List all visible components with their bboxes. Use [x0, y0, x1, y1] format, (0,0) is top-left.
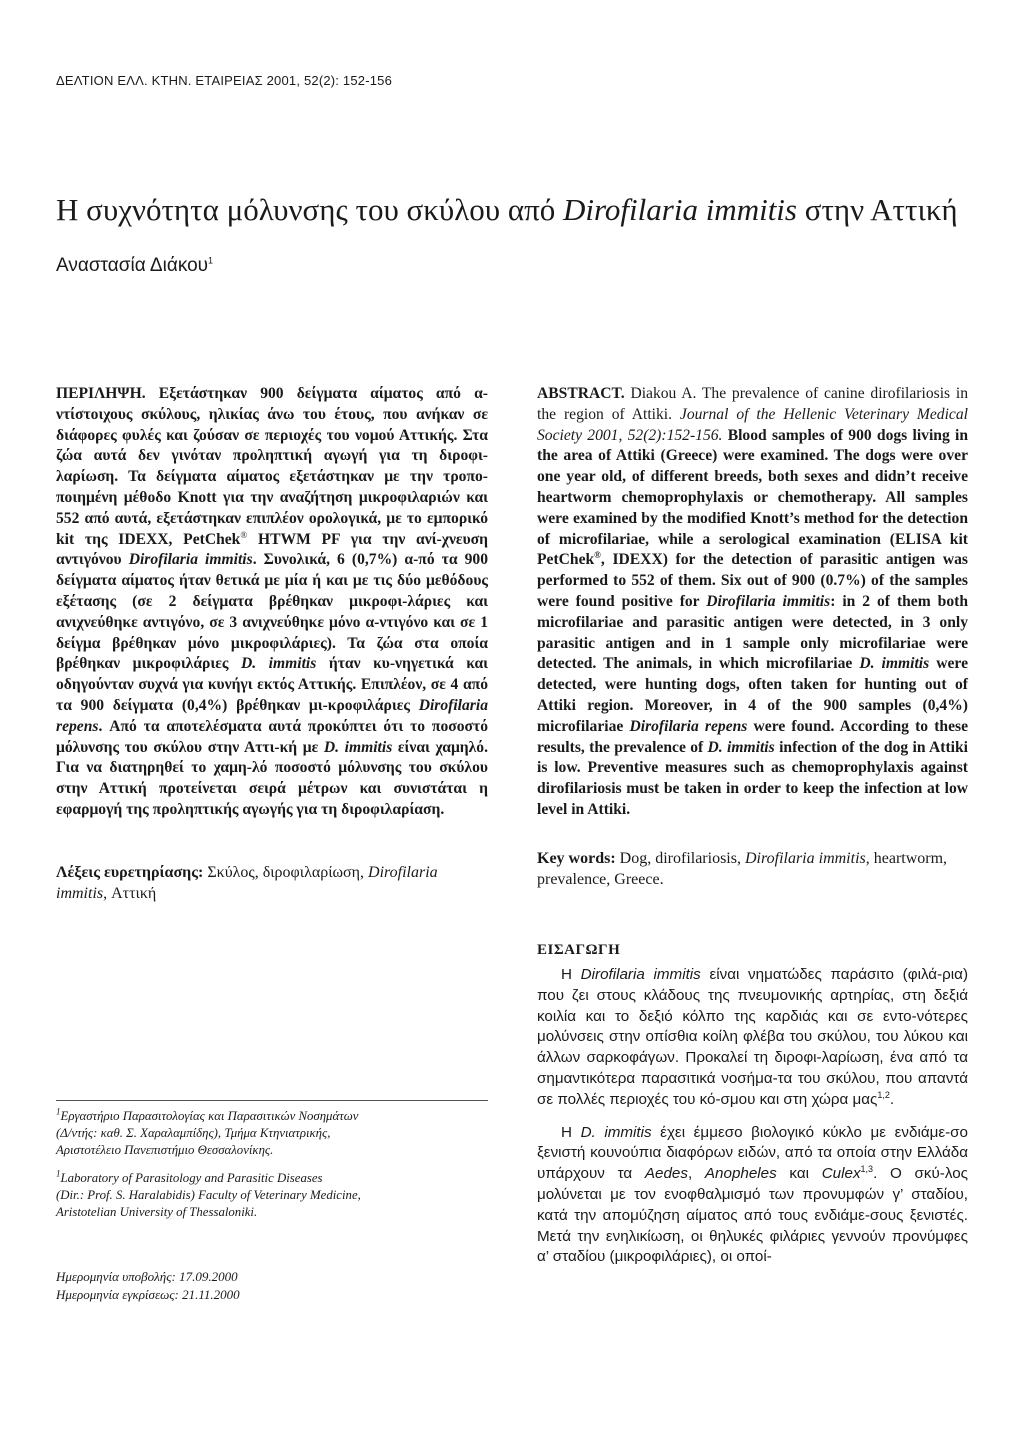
author-name: [56, 255, 213, 277]
intro-text: Η: [561, 966, 581, 983]
english-abstract-text: Blood samples of 900 dogs living in the area of Attiki (Greece) were examined. The dogs were over one year old, of different breeds, both sexes and didn’t receive heartworm chemoprophylaxis or chemotherapy. All samples were examined by the modified Knott’s method for the detection of microfilariae, while a serological examination (ELISA kit PetChek: [537, 426, 969, 569]
greek-abstract-text: Εξετάστηκαν 900 δείγματα αίματος από α-ντίστοιχους σκύλους, ηλικίας άνω του έτους, που ανήκαν σε διάφορες φυλές και ζούσαν σε περιοχές του νομού Αττικής. Στα ζώα αυτά δεν γινόταν προληπτική αγωγή για τη διροφι-λαρίωση. Τα δείγματα αίματος εξετάστηκαν με την τροπο-ποιημένη μέθοδο Knott για την αναζήτηση μικροφιλαριών και 552 από αυτά, εξετάστηκαν επιπλέον ορολογικά, με το εμπορικό kit της IDEXX, PetChek: [56, 385, 488, 548]
english-keywords-heading: Key words:: [537, 850, 616, 867]
species-name: D. immitis: [859, 655, 930, 673]
greek-abstract: [56, 384, 488, 821]
article-title: [56, 190, 986, 230]
footnote-rule: [56, 1100, 488, 1101]
species-name: Dirofilaria immitis: [744, 850, 866, 867]
reg-mark: ®: [594, 550, 601, 561]
greek-abstract-text: ήταν κυ-νηγετικά και οδηγούνταν συχνά για κυνήγι εκτός Αττικής. Επιπλέον, σε 4 από τα 900 δείγματα (0,4%) βρέθηκαν μι-κροφιλάριες: [56, 655, 488, 714]
intro-text: Η: [561, 1123, 581, 1141]
footnote-line: [56, 1170, 488, 1187]
species-name: Dirofilaria repens: [629, 717, 748, 735]
english-abstract-text: infection of the dog in Attiki is low. Preventive measures such as chemoprophylaxis against dirofilariosis must be taken in order to keep the infection at low level in Attiki.: [537, 738, 968, 818]
footnote-line: Aristotelian University of Thessaloniki.: [56, 1205, 258, 1219]
species-name: D. immitis: [707, 738, 775, 756]
citation-ref: 1,2: [877, 1089, 890, 1100]
species-name: Dirofilaria immitis: [128, 551, 253, 569]
intro-body: [537, 965, 968, 1268]
title-italic: Dirofilaria immitis: [563, 192, 797, 227]
keywords-text: , heartworm, prevalence, Greece.: [537, 850, 948, 888]
species-name: Aedes: [644, 1165, 688, 1183]
species-name: D. immitis: [580, 1123, 652, 1141]
dates-block: [56, 1268, 488, 1304]
intro-paragraph: [537, 1123, 968, 1269]
english-abstract-heading: ABSTRACT.: [537, 385, 625, 402]
intro-text: .: [889, 1090, 895, 1108]
greek-keywords-heading: Λέξεις ευρετηρίασης:: [56, 864, 204, 881]
submission-date: Ημερομηνία υποβολής: 17.09.2000: [56, 1269, 238, 1284]
author-text: Αναστασία Διάκου: [56, 255, 209, 276]
reg-mark: ®: [240, 529, 248, 540]
footnote-sup: 1: [56, 1106, 61, 1117]
title-part1: Η συχνότητα μόλυνσης του σκύλου από: [56, 192, 564, 227]
author-sup: 1: [208, 255, 214, 266]
title-part2: στην Αττική: [796, 192, 958, 227]
greek-abstract-text: . Συνολικά, 6 (0,7%) α-πό τα 900 δείγματα αίματος ήταν θετικά με μία ή και με τις δύο μεθόδους εξέτασης (σε 2 δείγματα βρέθηκαν μικροφι-λάριες και ανιχνεύθηκε αντιγόνο, σε 3 ανιχνεύθηκε μόνο α-ντιγόνο και σε 1 δείγμα βρέθηκαν μόνο μικροφιλάριες). Τα ζώα στα οποία βρέθηκαν μικροφιλάριες: [56, 551, 488, 673]
keywords-text: Dog, dirofilariosis,: [615, 850, 745, 867]
english-abstract-text: were detected, were hunting dogs, often taken for hunting out of Attiki region. Moreover, in 4 of the 900 samples (0,4%) microfilariae: [537, 655, 968, 735]
intro-text: και: [776, 1165, 822, 1183]
english-abstract: [537, 384, 968, 821]
greek-footnote: [56, 1108, 488, 1159]
species-name: D. immitis: [323, 738, 393, 756]
footnote-text: Εργαστήριο Παρασιτολογίας και Παρασιτικών Νοσημάτων: [60, 1109, 359, 1123]
journal-header: ΔΕΛΤΙΟΝ ΕΛΛ. ΚΤΗΝ. ΕΤΑΙΡΕΙΑΣ 2001, 52(2): 152-156: [56, 73, 393, 88]
greek-abstract-text: είναι χαμηλό. Για να διατηρηθεί το χαμη-λό ποσοστό μόλυνσης του σκύλου στην Αττική προτείνεται σειρά μέτρων και συνιστάται η εφαρμογή της προληπτικής αγωγής για τη διροφιλαρίαση.: [56, 738, 488, 818]
species-name: Anopheles: [704, 1165, 777, 1183]
english-abstract-text: were found. According to these results, the prevalence of: [537, 717, 968, 756]
keywords-text: , Αττική: [103, 885, 157, 902]
footnote-line: (Dir.: Prof. S. Haralabidis) Faculty of Veterinary Medicine,: [56, 1188, 361, 1202]
footnote-line: Αριστοτέλειο Πανεπιστήμιο Θεσσαλονίκης.: [56, 1143, 274, 1157]
species-name: Dirofilaria repens: [56, 696, 488, 735]
species-name: Dirofilaria immitis: [706, 592, 831, 610]
greek-abstract-text: . Από τα αποτελέσματα αυτά προκύπτει ότι το ποσοστό μόλυνσης του σκύλου στην Αττι-κή με: [56, 717, 488, 756]
english-abstract-text: : in 2 of them both microfilariae and parasitic antigen were detected, in 3 only parasitic antigen and in 1 sample only microfilariae were detected. The animals, in which microfilariae: [537, 592, 968, 673]
keywords-text: Σκύλος, διροφιλαρίωση,: [203, 864, 369, 881]
greek-keywords: [56, 862, 488, 904]
footnote-text: Laboratory of Parasitology and Parasitic Diseases: [60, 1171, 323, 1185]
english-footnote: [56, 1170, 488, 1221]
greek-abstract-heading: ΠΕΡΙΛΗΨΗ.: [56, 385, 146, 402]
intro-text: είναι νηματώδες παράσιτο (φιλά-ρια) που ζει στους κλάδους της πνευμονικής αρτηρίας, στη δεξιά κοιλία και το δεξιό κόλπο της καρδιάς και σε εντο-νότερες μολύνσεις στην οπίσθια κοίλη φλέβα του σκύλου, του λύκου και άλλων σαρκοφάγων. Προκαλεί τη διροφι-λαρίωση, ένα από τα σημαντικότερα παρασιτικά νοσήμα-τα του σκύλου, που απαντά σε πολλές περιοχές του κό-σμου και στη χώρα μας: [537, 966, 968, 1108]
footnote-sup: 1: [56, 1168, 61, 1179]
intro-paragraph: [537, 965, 968, 1111]
intro-text: . Ο σκύ-λος μολύνεται με τον ενοφθαλμισμό των προνυμφών γ’ σταδίου, κατά την απομύζηση αίματος από τους ενδιάμε-σους ξενιστές. Μετά την ενηλικίωση, οι θηλυκές φιλάριες γεννούν προνύμφες α’ σταδίου (μικροφιλάριες), οι οποί-: [537, 1165, 968, 1266]
intro-text: ,: [687, 1165, 705, 1183]
footnote-line: (Δ/ντής: καθ. Σ. Χαραλαμπίδης), Τμήμα Κτηνιατρικής,: [56, 1126, 331, 1140]
english-abstract-text: , IDEXX) for the detection of parasitic antigen was performed to 552 of them. Six out of 900 (0.7%) of the samples were found positive for: [537, 551, 968, 610]
greek-abstract-text: HTWM PF για την ανί-χνευση αντιγόνου: [56, 530, 489, 569]
footnote-line: [56, 1108, 488, 1125]
species-name: Dirofilaria immitis: [580, 966, 701, 983]
species-name: Culex: [821, 1165, 861, 1183]
english-keywords: [537, 848, 968, 890]
intro-heading: ΕΙΣΑΓΩΓΗ: [537, 942, 621, 958]
acceptance-date: Ημερομηνία εγκρίσεως: 21.11.2000: [56, 1287, 240, 1302]
english-abstract-text: Diakou A. The prevalence of canine dirofilariosis in the region of Attiki.: [537, 385, 968, 423]
citation: Journal of the Hellenic Veterinary Medical Society 2001, 52(2):152-156.: [537, 405, 968, 444]
intro-text: έχει έμμεσο βιολογικό κύκλο με ενδιάμε-σο ξενιστή κουνούπια διαφόρων ειδών, από τα οποία στην Ελλάδα υπάρχουν τα: [537, 1123, 968, 1183]
species-name: Dirofilaria immitis: [56, 864, 438, 902]
species-name: D. immitis: [240, 655, 317, 673]
citation-ref: 1,3: [860, 1164, 874, 1175]
